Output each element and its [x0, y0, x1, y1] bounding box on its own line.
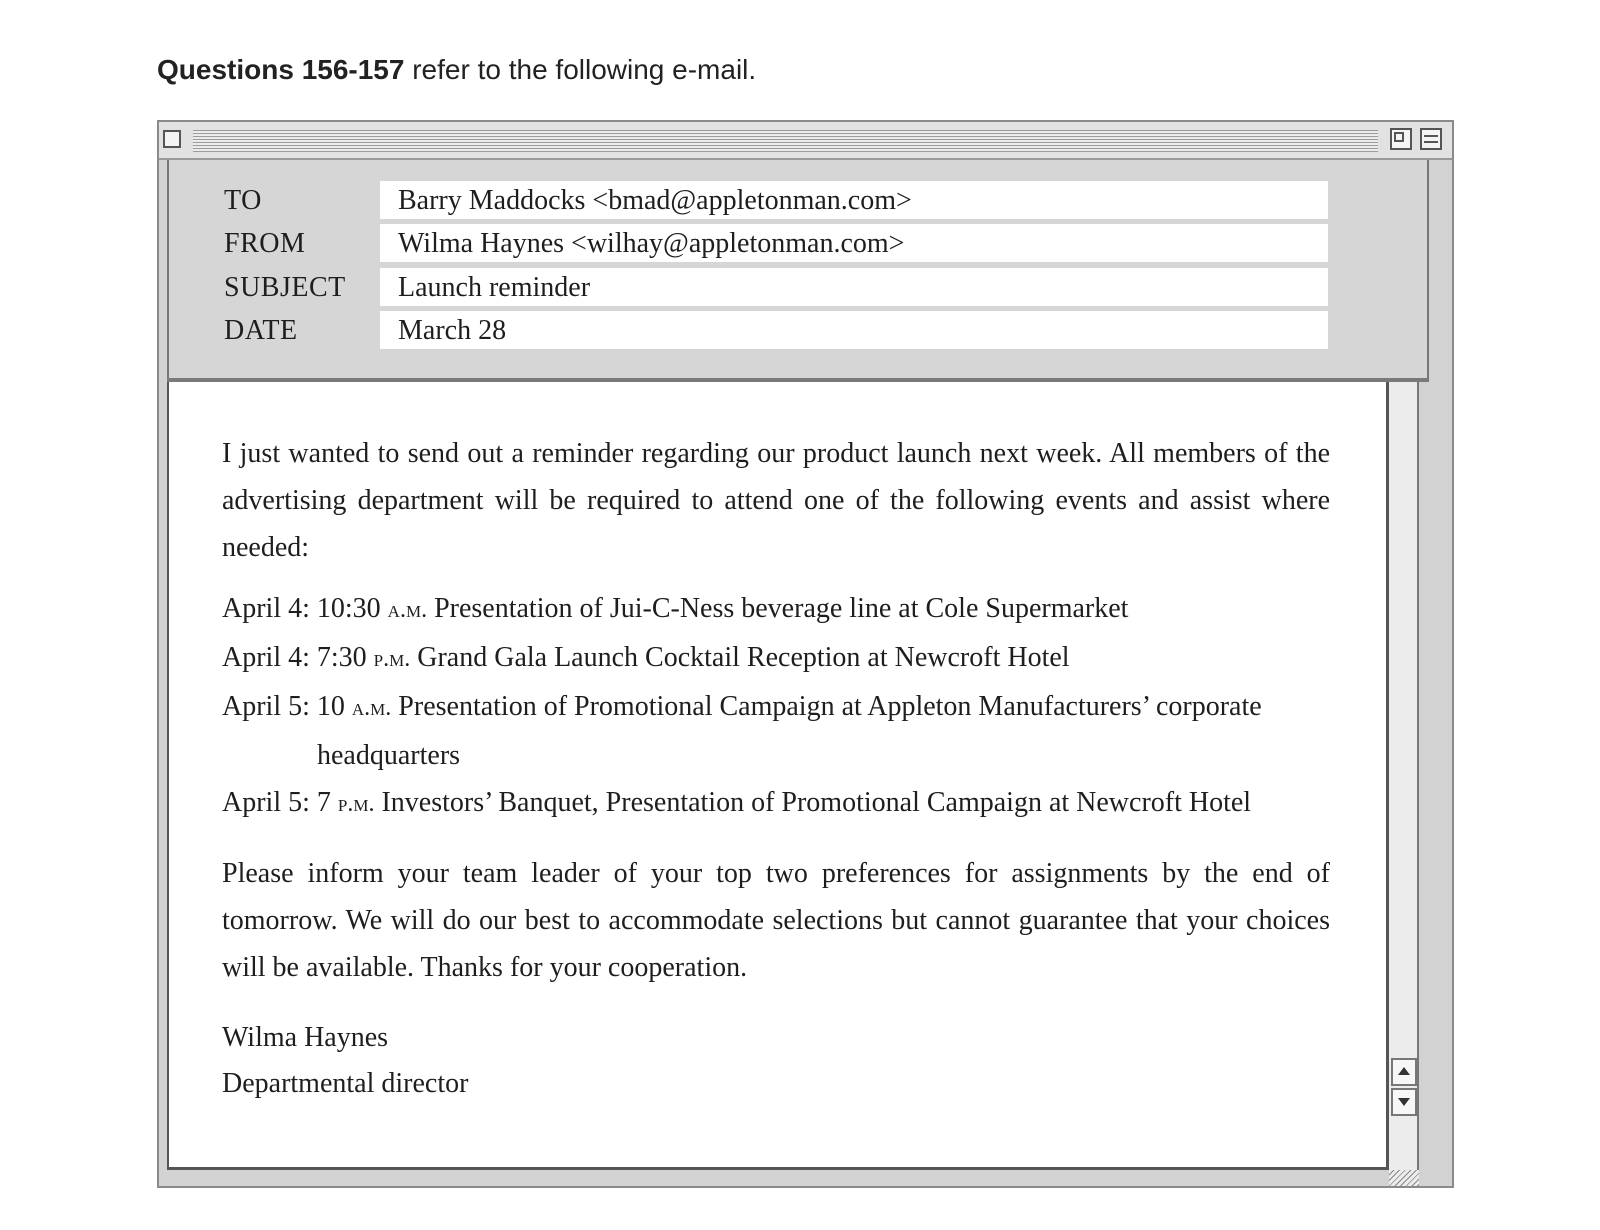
date-label: DATE [224, 315, 298, 346]
from-row [169, 224, 1427, 264]
title-bar-stripes [193, 130, 1378, 152]
event-ampm: p.m. [337, 791, 375, 817]
from-label: FROM [224, 228, 306, 259]
event-date: April 4: [222, 642, 310, 673]
to-row [169, 181, 1427, 221]
from-field[interactable]: Wilma Haynes <wilhay@appletonman.com> [380, 224, 1328, 262]
zoom-box-icon[interactable] [1390, 128, 1412, 150]
question-number: Questions 156-157 [157, 54, 405, 85]
event-date: April 5: [222, 787, 310, 818]
event-description: Presentation of Jui-C-Ness beverage line at Cole Supermarket [434, 593, 1129, 624]
collapse-box-icon[interactable] [1420, 128, 1442, 150]
date-row [169, 311, 1427, 351]
question-header [157, 54, 756, 86]
event-ampm: p.m. [373, 646, 411, 672]
subject-row [169, 268, 1427, 308]
event-ampm: a.m. [387, 597, 428, 623]
email-body[interactable] [167, 382, 1389, 1170]
date-field[interactable]: March 28 [380, 311, 1328, 349]
arrow-up-icon[interactable] [1391, 1058, 1417, 1086]
event-date: April 5: [222, 691, 310, 722]
signature [222, 1015, 1330, 1107]
resize-grip-icon[interactable] [1389, 1170, 1419, 1186]
arrow-down-icon[interactable] [1391, 1088, 1417, 1116]
signature-name: Wilma Haynes [222, 1022, 389, 1053]
email-header [167, 160, 1429, 382]
event-item [222, 779, 1330, 828]
event-item [222, 683, 1330, 779]
event-time: 10 [316, 691, 345, 722]
email-body-text [222, 430, 1330, 1107]
title-bar[interactable] [159, 122, 1452, 160]
intro-paragraph: I just wanted to send out a reminder regarding our product launch next week. All members of the advertising department will be required to attend one of the following events and assist where needed: [222, 438, 1330, 563]
event-time: 10:30 [316, 593, 381, 624]
event-description: Investors’ Banquet, Presentation of Promotional Campaign at Newcroft Hotel [381, 787, 1252, 818]
to-label: TO [224, 185, 262, 216]
event-description: Presentation of Promotional Campaign at Appleton Manufacturers’ corporate headquarters [317, 691, 1262, 771]
to-field[interactable]: Barry Maddocks <bmad@appletonman.com> [380, 181, 1328, 219]
email-window [157, 120, 1454, 1188]
signature-title: Departmental director [222, 1068, 469, 1099]
vertical-scrollbar[interactable] [1389, 382, 1419, 1170]
subject-label: SUBJECT [224, 272, 346, 303]
event-item [222, 634, 1330, 683]
event-time: 7:30 [316, 642, 367, 673]
close-box-icon[interactable] [163, 130, 181, 148]
event-item [222, 585, 1330, 634]
event-date: April 4: [222, 593, 310, 624]
event-ampm: a.m. [351, 695, 392, 721]
closing-paragraph: Please inform your team leader of your top two preferences for assignments by the end of tomorrow. We will do our best to accommodate selections but cannot guarantee that your choices will be available. Thanks for your cooperation. [222, 858, 1330, 983]
question-text: refer to the following e-mail. [404, 54, 757, 85]
event-time: 7 [316, 787, 331, 818]
subject-field[interactable]: Launch reminder [380, 268, 1328, 306]
event-description: Grand Gala Launch Cocktail Reception at Newcroft Hotel [417, 642, 1070, 673]
